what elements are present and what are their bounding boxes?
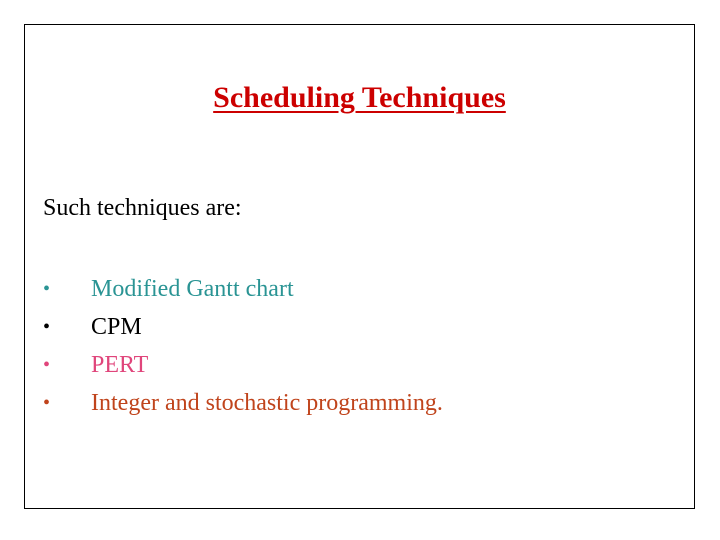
- list-item-text: PERT: [91, 352, 149, 378]
- list-item-text: CPM: [91, 314, 142, 340]
- slide-title: Scheduling Techniques: [213, 81, 506, 114]
- list-item-text: Integer and stochastic programming.: [91, 390, 443, 416]
- bullet-icon: •: [43, 316, 51, 338]
- list-item-text: Modified Gantt chart: [91, 276, 294, 302]
- bullet-icon: •: [43, 392, 51, 414]
- bullet-icon: •: [43, 354, 51, 376]
- intro-text: Such techniques are:: [43, 195, 242, 221]
- bullet-icon: •: [43, 278, 51, 300]
- slide: [24, 24, 695, 509]
